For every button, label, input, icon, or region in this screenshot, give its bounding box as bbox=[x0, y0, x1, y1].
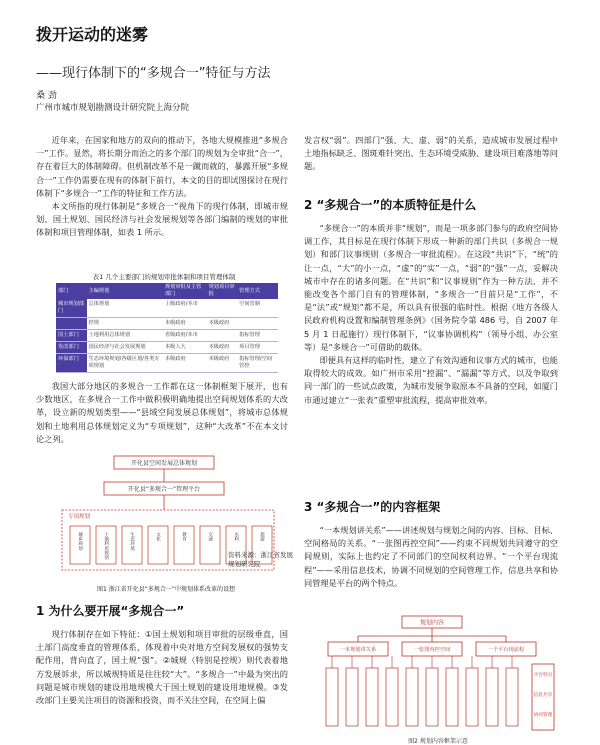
table-cell bbox=[207, 330, 238, 342]
author: 桑 劲 bbox=[36, 91, 57, 101]
table-row bbox=[56, 354, 278, 373]
fig2-leaf-box bbox=[506, 668, 518, 726]
table-cell: 指标管理/空间管控 bbox=[237, 354, 278, 373]
effect-paragraph: 即便具有这样的临时性，建立了有效沟通和议事方式的城市，也能取得较大的成效。如广州市采用“控漏”、“漏漏”等方式，以及争取到同一部门的一些试点政策，为城市发展争取原本不具备的空间，如厦门市通过建立“一张表”重塑审批流程，提高审批效率。 bbox=[304, 355, 558, 405]
page-title: 拨开运动的迷雾 bbox=[36, 25, 149, 44]
fig1-leaf-label: 文化 bbox=[155, 532, 161, 542]
table-cell: 空间管制 bbox=[237, 299, 278, 318]
table-cell: 项目管理 bbox=[237, 342, 278, 354]
table-header-cell: 主编规划 bbox=[87, 283, 163, 299]
fig1-leaf-label: 水利 bbox=[233, 532, 239, 542]
fig1-leaf-label: 旅游 bbox=[259, 532, 265, 542]
fig1-leaf-label: 土地利用规划 bbox=[103, 532, 109, 560]
left-column-bottom bbox=[36, 628, 288, 707]
table-row bbox=[56, 299, 278, 318]
table-row bbox=[56, 330, 278, 342]
fig1-leaf-label: 交通 bbox=[207, 532, 213, 542]
table-header-cell: 规划项目审批 bbox=[207, 283, 238, 299]
fig2-mid-label: 一个平台现流程 bbox=[487, 647, 525, 653]
reform-paragraph: 我国大部分地区的多规合一工作都在这一体制框架下展开，也有少数地区，在多规合一工作中做积极明确地提出空间规划体系的大改革，设立新的规划类型——“县域空间发展总体规划”，将城市总体规划和土地利用总体规划定义为“专项规划”，这种“大改革”不在本文讨论之列。 bbox=[36, 381, 288, 444]
table-row bbox=[56, 318, 278, 330]
fig1-bottom-label: 专项规划 bbox=[68, 514, 91, 520]
table-cell: 发改部门 bbox=[56, 342, 87, 354]
table-cell: 城市规划部门 bbox=[56, 299, 87, 318]
table-cell: 上级政府/本市 bbox=[163, 299, 207, 318]
table-cell: 本级政府 bbox=[207, 354, 238, 373]
fig2-mid-label: 一本规划讲关系 bbox=[339, 647, 377, 653]
fig2-right-group bbox=[532, 664, 554, 730]
fig2-leaf-box bbox=[406, 668, 418, 726]
fig2-leaf-box bbox=[426, 668, 438, 726]
table-cell: 本级政府 bbox=[207, 318, 238, 330]
table-cell: 省级政府/本市 bbox=[163, 330, 207, 342]
fig2-leaf-box bbox=[466, 668, 478, 726]
table-cell: 本级人大 bbox=[163, 342, 207, 354]
table-cell: 总体规划 bbox=[87, 299, 163, 318]
right-column-section3 bbox=[304, 524, 558, 590]
fig2-right-label: 协同管理 bbox=[533, 713, 553, 718]
fig2-leaf-box bbox=[366, 668, 378, 726]
left-column-mid bbox=[36, 380, 288, 446]
fig1-leaf-label: 城乡规划 bbox=[77, 532, 83, 551]
fig2-leaf-box bbox=[386, 668, 398, 726]
affiliation: 广州市城市规划勘测设计研究院上海分院 bbox=[36, 103, 190, 113]
left-column bbox=[36, 134, 288, 240]
section-3-heading: 3 “多规合一”的内容框架 bbox=[304, 500, 441, 514]
table-cell: 土地利用总体规划 bbox=[87, 330, 163, 342]
fig2-right-label: 信息共享 bbox=[533, 693, 553, 698]
table-header-cell: 管理方式 bbox=[237, 283, 278, 299]
system-paragraph: 本文所指的现行体制是“多规合一”视角下的现行体制，即城市规划、国土规划、国民经济与社会发展规划等各部门编制的规划的审批体制和项目管理体制，如表 1 所示。 bbox=[36, 201, 288, 238]
figure-1-caption: 图1 浙江省开化县“多规合一”中规划体系改革的设想 bbox=[97, 586, 235, 593]
system-table bbox=[56, 283, 278, 373]
table-cell: 本级政府 bbox=[163, 354, 207, 373]
section-1-heading: 1 为什么要开展“多规合一” bbox=[36, 604, 185, 618]
table-cell: 国土部门 bbox=[56, 330, 87, 342]
fig2-leaves bbox=[326, 656, 518, 726]
table-cell: 环保部门 bbox=[56, 354, 87, 373]
table-cell bbox=[56, 318, 87, 330]
figure-1-source: 资料来源：浙江省发展规划研究院 bbox=[228, 551, 293, 568]
table-cell: 国民经济与社会发展规划 bbox=[87, 342, 163, 354]
fig1-leaf-label: 生态环境 bbox=[129, 532, 135, 551]
table-header-row bbox=[56, 283, 278, 299]
figure-2-diagram bbox=[318, 614, 558, 734]
page-subtitle: ——现行体制下的“多规合一”特征与方法 bbox=[36, 66, 271, 81]
continuation-paragraph: 发言权“弱”。四部门“强、大、虚、弱”的关系，造成城市发展过程中土地指标缺乏、图斑难针突出、生态环境受威胁、建设项目难落地等问题。 bbox=[304, 135, 558, 172]
table-cell: 指标管理 bbox=[237, 330, 278, 342]
fig2-mid-label: 一张图再控空间 bbox=[413, 647, 451, 653]
fig1-leaf-label: 教育 bbox=[181, 532, 187, 542]
section-1-paragraph: 现行体制存在如下特征：①国土规划和项目审批的层级垂直，国土部门高度垂直的管理体系，体现着中央对地方空间发展权的强势支配作用，背向直了，国土规“强”。②城规（特别是控规）则代表着地方发展诉求，所以城规特质是往往较“大”。“多规合一”中最为突出的问题是城市规划的建设用地规模大于国土规划的建设用地规模。③发改部门主要关注项目的资源和投资，而不关注空间，在空间上偏 bbox=[36, 629, 288, 706]
intro-paragraph: 近年来，在国家和地方的双向的推动下，各地大规模推进“多规合一”工作。显然，将长期分而治之的多个部门的规划为全审批“合一”，存在着巨大的体制障碍。但机制改革不是一蹴而就的，暴露开展“多规合一”工作仍需要在现有的体制下前行，本文的目的即试图探讨在现行体制下“多规合一”工作的特征和工作方法。 bbox=[36, 135, 288, 198]
table-header-cell: 部门 bbox=[56, 283, 87, 299]
fig1-mid-label: 开化县“多规合一”管理平台 bbox=[127, 486, 201, 493]
table-cell bbox=[237, 318, 278, 330]
table-row bbox=[56, 342, 278, 354]
table-cell: 本级政府 bbox=[163, 318, 207, 330]
table-caption: 表1 几个主要部门的规划审批体制和项目管理体制 bbox=[92, 273, 236, 281]
fig2-right-label: 平台特点 bbox=[533, 673, 553, 678]
table-cell: 生态环境规划/各级区划/各类专项规划 bbox=[87, 354, 163, 373]
section-2-heading: 2 “多规合一”的本质特征是什么 bbox=[304, 198, 477, 212]
right-column-top bbox=[304, 134, 558, 174]
table-cell: 控规 bbox=[87, 318, 163, 330]
right-column-section2 bbox=[304, 222, 558, 407]
table-cell bbox=[207, 299, 238, 318]
framework-paragraph: “一本规划讲关系”——讲述规划与规划之间的内容、目标、目标、空间格局的关系。“一张图再控空间”——约束不同规划共同遵守的空间规则，实际上也约定了不同部门的空间权利边界。“一个平台现流程”——采用信息技术，协调不同规划的空间管理工作，信息共享和协同管理是平台的两个特点。 bbox=[304, 525, 558, 588]
figure-2-caption: 图2 规划内容框架示意 bbox=[408, 738, 468, 745]
table-header-cell: 规划审批及主管部门 bbox=[163, 283, 207, 299]
table-cell: 本级政府 bbox=[207, 342, 238, 354]
fig2-top-label: 规划内容 bbox=[419, 619, 445, 627]
fig2-leaf-box bbox=[326, 668, 338, 726]
fig2-mid-group bbox=[328, 636, 536, 656]
fig2-leaf-box bbox=[346, 668, 358, 726]
fig2-leaf-box bbox=[446, 668, 458, 726]
fig1-top-label: 开化县空间发展总体规划 bbox=[130, 460, 198, 467]
fig2-leaf-box bbox=[486, 668, 498, 726]
essence-paragraph: “多规合一”的本质并非“规划”，而是一项多部门参与的政府空间协调工作，其目标是在现行体制下形成一种新的部门共识（多规合一规划）和部门议事规则（多规合一审批流程）。在这段“共识”下，“统”的让一点，“大”的小一点，“虚”的“实”一点，“弱”的“强”一点，妥解决城市中存在的诸多问题。在“共识”和“议事规则”作为一种方法，并不能改变各个部门自有的管理体制，“多规合一”目前只是“工作”，不是“法”或“规矩”都不是，所以具有很强的临时性。根据《地方各级人民政府机构设置和编制管理条例》（国务院令第 486 号，自 2007 年 5 月 1 日起施行）现行体制下，“议事协调机构”（领导小组、办公室等）是“多规合一”可借助的载体。 bbox=[304, 223, 558, 352]
